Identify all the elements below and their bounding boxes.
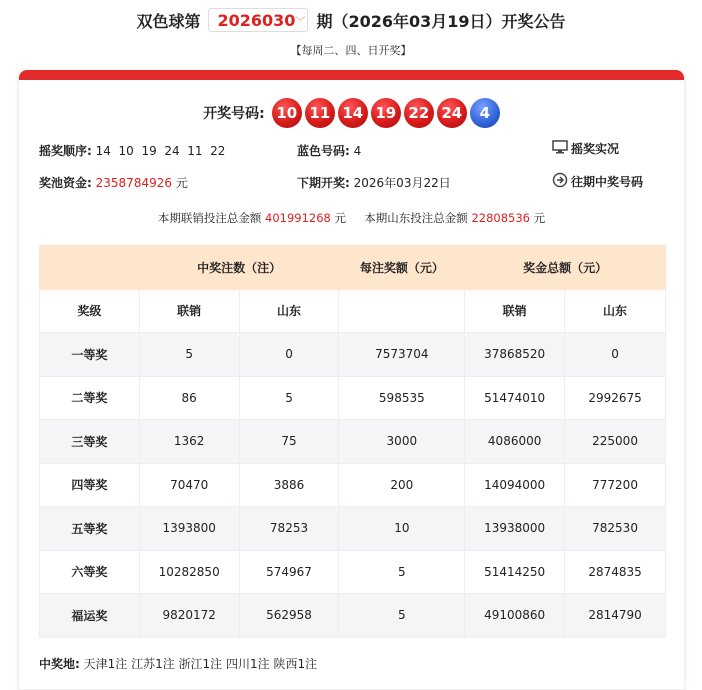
table-cell: 51474010 bbox=[465, 376, 565, 420]
table-cell: 225000 bbox=[565, 420, 666, 464]
red-ball: 11 bbox=[305, 98, 335, 128]
col-count-national: 联销 bbox=[139, 289, 239, 333]
table-cell: 10 bbox=[339, 507, 465, 551]
sales-unit: 元 bbox=[334, 211, 347, 225]
table-cell: 一等奖 bbox=[40, 333, 140, 377]
table-cell: 0 bbox=[239, 333, 339, 377]
issue-value: 2026030 bbox=[217, 10, 296, 30]
table-row bbox=[40, 463, 666, 507]
col-per-prize bbox=[339, 289, 465, 333]
title-suffix: 期（2026年03月19日）开奖公告 bbox=[316, 11, 566, 31]
shandong-sales-value: 22808536 bbox=[471, 211, 530, 225]
table-cell: 7573704 bbox=[339, 333, 465, 377]
table-row bbox=[40, 550, 666, 594]
next-draw-value: 2026年03月22日 bbox=[353, 176, 451, 190]
table-cell: 2992675 bbox=[565, 376, 666, 420]
prize-table bbox=[39, 245, 666, 638]
table-cell: 70470 bbox=[139, 463, 239, 507]
draw-video-label: 摇奖实况 bbox=[571, 142, 620, 156]
red-ball: 24 bbox=[437, 98, 467, 128]
table-cell: 10282850 bbox=[139, 550, 239, 594]
draw-order bbox=[39, 142, 225, 159]
winners-count-header: 中奖注数（注） bbox=[139, 246, 339, 290]
prize-pool-label: 奖池资金: bbox=[39, 176, 92, 190]
winning-locations-list: 天津1注 江苏1注 浙江1注 四川1注 陕西1注 bbox=[83, 657, 318, 671]
next-draw-label: 下期开奖: bbox=[297, 176, 350, 190]
blue-ball: 4 bbox=[470, 98, 500, 128]
red-top-bar bbox=[19, 70, 684, 80]
blue-number-label: 蓝色号码: bbox=[297, 144, 350, 158]
red-ball: 14 bbox=[338, 98, 368, 128]
red-ball: 22 bbox=[404, 98, 434, 128]
table-cell: 五等奖 bbox=[40, 507, 140, 551]
per-prize-header: 每注奖额（元） bbox=[339, 246, 465, 290]
table-cell: 37868520 bbox=[465, 333, 565, 377]
table-sub-header bbox=[40, 289, 666, 333]
prize-pool-unit: 元 bbox=[175, 176, 188, 190]
draw-schedule: 【每周二、四、日开奖】 bbox=[290, 44, 412, 57]
table-cell: 1393800 bbox=[139, 507, 239, 551]
table-cell: 三等奖 bbox=[40, 420, 140, 464]
empty-header bbox=[40, 246, 140, 290]
table-row bbox=[40, 420, 666, 464]
table-cell: 0 bbox=[565, 333, 666, 377]
table-cell: 四等奖 bbox=[40, 463, 140, 507]
table-row bbox=[40, 376, 666, 420]
table-cell: 六等奖 bbox=[40, 550, 140, 594]
history-link-label: 往期中奖号码 bbox=[571, 175, 644, 189]
table-cell: 86 bbox=[139, 376, 239, 420]
table-cell: 3000 bbox=[339, 420, 465, 464]
table-cell: 1362 bbox=[139, 420, 239, 464]
red-ball: 10 bbox=[272, 98, 302, 128]
winning-locations bbox=[39, 655, 317, 672]
winning-locations-label: 中奖地: bbox=[39, 657, 80, 671]
table-group-header bbox=[40, 246, 666, 290]
table-row bbox=[40, 594, 666, 638]
draw-video-link[interactable] bbox=[552, 140, 619, 157]
shandong-sales-label: 本期山东投注总金额 bbox=[364, 211, 468, 225]
table-row bbox=[40, 507, 666, 551]
col-prize-level: 奖级 bbox=[40, 289, 140, 333]
table-cell: 14094000 bbox=[465, 463, 565, 507]
draw-order-value: 14 10 19 24 11 22 bbox=[95, 144, 226, 158]
title-prefix: 双色球第 bbox=[136, 11, 201, 31]
table-cell: 5 bbox=[239, 376, 339, 420]
results-card bbox=[18, 70, 685, 690]
sales-summary bbox=[19, 210, 684, 226]
table-cell: 75 bbox=[239, 420, 339, 464]
table-cell: 5 bbox=[339, 594, 465, 638]
table-cell: 78253 bbox=[239, 507, 339, 551]
table-cell: 2814790 bbox=[565, 594, 666, 638]
table-cell: 13938000 bbox=[465, 507, 565, 551]
table-cell: 5 bbox=[339, 550, 465, 594]
history-link[interactable] bbox=[552, 172, 643, 191]
table-cell: 5 bbox=[139, 333, 239, 377]
total-prize-header: 奖金总额（元） bbox=[465, 246, 666, 290]
table-row bbox=[40, 333, 666, 377]
table-cell: 二等奖 bbox=[40, 376, 140, 420]
table-cell: 200 bbox=[339, 463, 465, 507]
winning-numbers-label: 开奖号码: bbox=[203, 106, 265, 122]
table-cell: 598535 bbox=[339, 376, 465, 420]
table-cell: 9820172 bbox=[139, 594, 239, 638]
issue-select[interactable] bbox=[208, 8, 308, 32]
draw-order-label: 摇奖顺序: bbox=[39, 144, 92, 158]
red-ball: 19 bbox=[371, 98, 401, 128]
col-total-national: 联销 bbox=[465, 289, 565, 333]
next-draw bbox=[297, 174, 451, 191]
monitor-icon bbox=[552, 140, 568, 157]
table-cell: 福运奖 bbox=[40, 594, 140, 638]
table-cell: 782530 bbox=[565, 507, 666, 551]
blue-number bbox=[297, 142, 361, 159]
table-cell: 4086000 bbox=[465, 420, 565, 464]
table-cell: 51414250 bbox=[465, 550, 565, 594]
table-cell: 562958 bbox=[239, 594, 339, 638]
col-count-shandong: 山东 bbox=[239, 289, 339, 333]
table-cell: 777200 bbox=[565, 463, 666, 507]
table-cell: 49100860 bbox=[465, 594, 565, 638]
blue-number-value: 4 bbox=[353, 144, 362, 158]
sales-value: 401991268 bbox=[265, 211, 331, 225]
arrow-circle-icon bbox=[552, 172, 568, 191]
winning-numbers bbox=[19, 98, 684, 128]
table-cell: 3886 bbox=[239, 463, 339, 507]
table-cell: 2874835 bbox=[565, 550, 666, 594]
sales-label: 本期联销投注总金额 bbox=[157, 211, 262, 225]
prize-pool-value: 2358784926 bbox=[95, 176, 172, 190]
page-title bbox=[0, 8, 702, 32]
shandong-sales-unit: 元 bbox=[533, 211, 546, 225]
col-total-shandong: 山东 bbox=[565, 289, 666, 333]
table-cell: 574967 bbox=[239, 550, 339, 594]
prize-pool bbox=[39, 174, 188, 191]
chevron-down-icon: ﹀ bbox=[295, 16, 306, 28]
